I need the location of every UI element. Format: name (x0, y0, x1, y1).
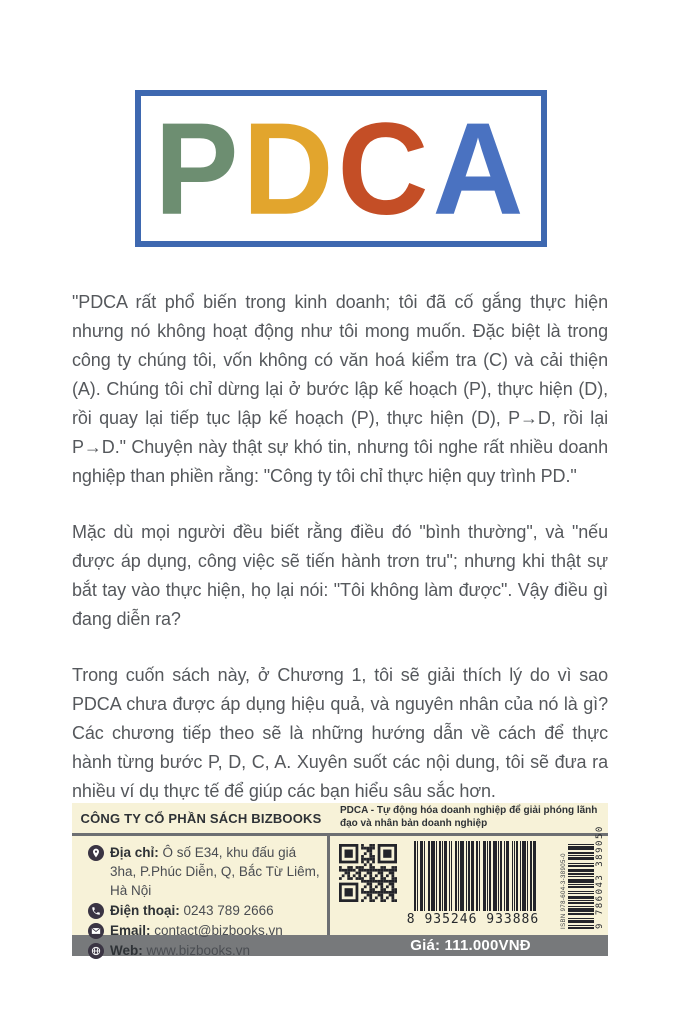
pdca-letter-p: P (154, 94, 243, 242)
publisher-header-row (72, 803, 608, 836)
book-tagline: PDCA - Tự động hóa doanh nghiệp để giải phóng lãnh đạo và nhân bản doanh nghiệp (340, 805, 598, 829)
blurb (72, 288, 608, 833)
contact-label: Email: (110, 923, 151, 938)
pdca-letter-c: C (337, 94, 433, 242)
contact-value: Ô số E34, khu đấu giá 3ha, P.Phúc Diễn, Q, Bắc Từ Liêm, Hà Nội (110, 845, 320, 898)
contact-label: Địa chỉ: (110, 845, 159, 860)
isbn-number: 9 786043 389050 (595, 825, 605, 929)
phone-icon (88, 903, 104, 919)
globe-icon (88, 943, 104, 959)
codes-area (330, 825, 608, 935)
contact-value: www.bizbooks.vn (146, 943, 251, 958)
pdca-logo (154, 94, 528, 242)
location-pin-icon (88, 845, 104, 861)
isbn-label: ISBN 978-604-3-38905-0 (561, 853, 567, 929)
email-icon (88, 923, 104, 939)
contact-value: contact@bizbooks.vn (154, 923, 283, 938)
pdca-logo-box (135, 90, 547, 247)
company-name: CÔNG TY CỔ PHẦN SÁCH BIZBOOKS (80, 810, 322, 826)
blurb-paragraph-1: "PDCA rất phổ biến trong kinh doanh; tôi đã cố gắng thực hiện nhưng nó không hoạt động như tôi mong muốn. Đặc biệt là trong công ty chúng tôi, vốn không có văn hoá kiểm tra (C) và cải thiện (A). Chúng tôi chỉ dừng lại ở bước lập kế hoạch (P), thực hiện (D), rồi quay lại tiếp tục lập kế hoạch (P), thực hiện (D), P→D, rồi lại P→D." Chuyện này thật sự khó tin, nhưng tôi nghe rất nhiều doanh nghiệp than phiền rằng: "Công ty tôi chỉ thực hiện quy trình PD." (72, 292, 608, 486)
qr-code-icon (339, 844, 397, 902)
contact-label: Web: (110, 943, 143, 958)
contact-row-email (88, 921, 321, 940)
contact-row-phone (88, 901, 321, 920)
isbn-barcode (559, 825, 607, 929)
blurb-paragraph-2: Mặc dù mọi người đều biết rằng điều đó "bình thường", và "nếu được áp dụng, công việc sẽ tiến hành trơn tru"; nhưng khi thật sự bắt tay vào thực hiện, họ lại nói: "Tôi không làm được". Vậy điều gì đang diễn ra? (72, 522, 608, 629)
isbn-barcode-bars (568, 839, 594, 929)
contact-label: Điện thoại: (110, 903, 180, 918)
contact-list (72, 836, 330, 958)
publisher-panel (72, 803, 608, 956)
ean-barcode-number: 8 935246 933886 (406, 912, 540, 927)
blurb-paragraph-3: Trong cuốn sách này, ở Chương 1, tôi sẽ giải thích lý do vì sao PDCA chưa được áp dụng hiệu quả, và nguyên nhân của nó là gì? Các chương tiếp theo sẽ là những hướng dẫn về cách để thực hành từng bước P, D, C, A. Xuyên suốt các nội dung, tôi sẽ đưa ra nhiều ví dụ thực tế để giúp các bạn hiểu sâu sắc hơn. (72, 665, 608, 801)
contact-value: 0243 789 2666 (183, 903, 274, 918)
contact-row-web (88, 941, 321, 960)
price-label: Giá: 111.000VNĐ (410, 937, 531, 954)
ean-barcode-bars (406, 841, 540, 911)
pdca-letter-a: A (432, 94, 528, 242)
contact-row-address (88, 843, 321, 900)
pdca-letter-d: D (242, 94, 338, 242)
ean-barcode (406, 841, 540, 927)
